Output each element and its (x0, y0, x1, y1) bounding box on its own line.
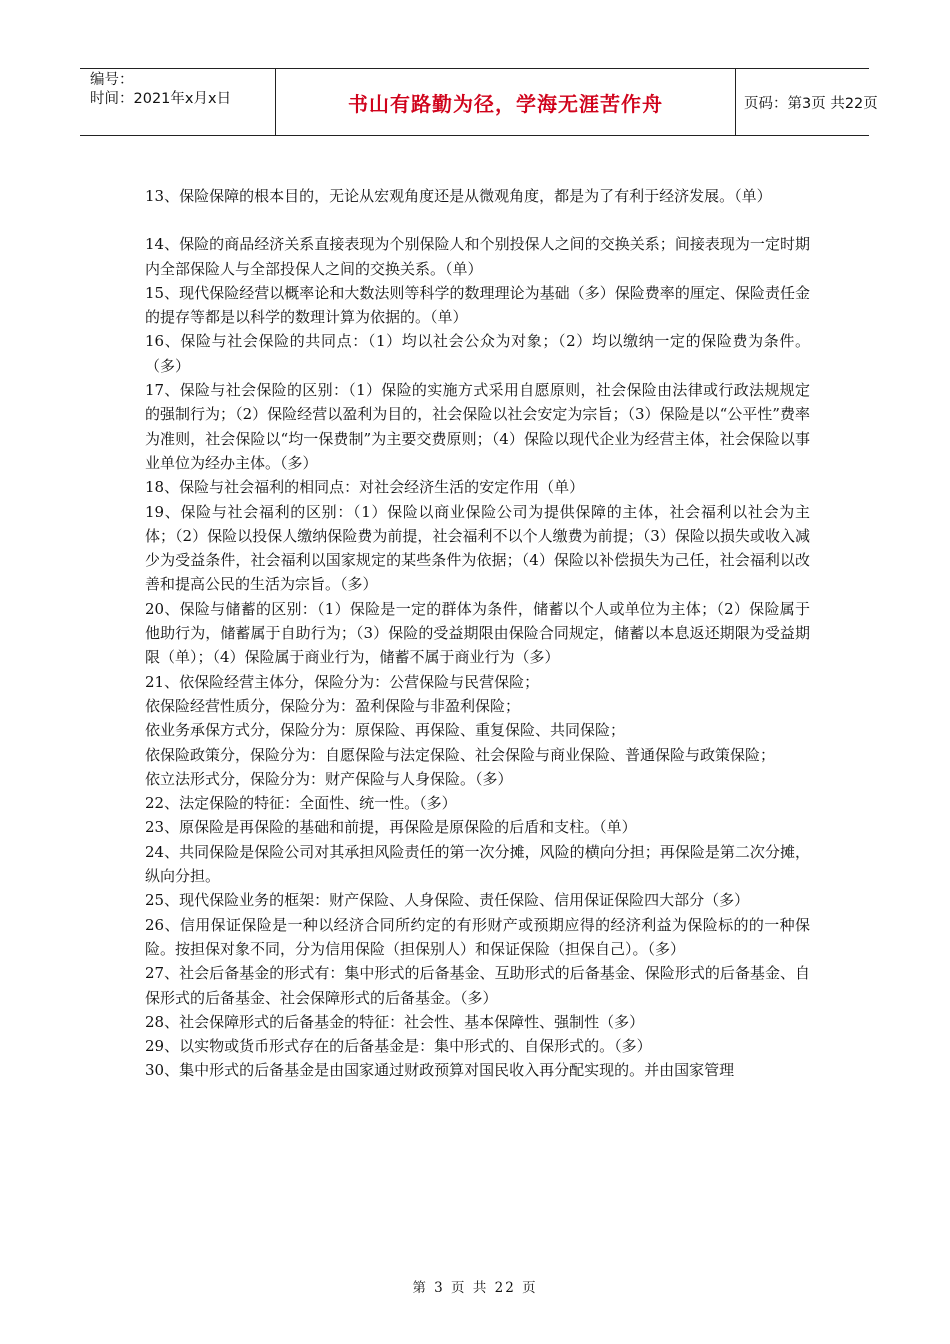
paragraph: 15、现代保险经营以概率论和大数法则等科学的数理理论为基础（多）保险费率的厘定、保险责任金的提存等都是以科学的数理计算为依据的。（单） (145, 283, 810, 327)
paragraph: 22、法定保险的特征：全面性、统一性。（多） (145, 794, 457, 813)
paragraph: 26、信用保证保险是一种以经济合同所约定的有形财产或预期应得的经济利益为保险标的的一种保险。按担保对象不同，分为信用保险（担保别人）和保证保险（担保自己）。（多） (145, 915, 810, 958)
paragraph: 23、原保险是再保险的基础和前提，再保险是原保险的后盾和支柱。（单） (145, 818, 637, 837)
header-motto: 书山有路勤为径，学海无涯苦作舟 (276, 69, 736, 135)
paragraph: 依立法形式分，保险分为：财产保险与人身保险。（多） (145, 769, 513, 788)
paragraph: 21、依保险经营主体分，保险分为：公营保险与民营保险； (145, 672, 540, 691)
paragraph: 20、保险与储蓄的区别：（1）保险是一定的群体为条件，储蓄以个人或单位为主体；（2）保险属于他助行为，储蓄属于自助行为；（3）保险的受益期限由保险合同规定，储蓄以本息返还期限为受益期限（单）；（4）保险属于商业行为，储蓄不属于商业行为（多） (145, 599, 810, 667)
header-page-info: 页码：第3页 共22页 (744, 95, 878, 112)
document-header (80, 68, 878, 136)
paragraph: 13、保险保障的根本目的，无论从宏观角度还是从微观角度，都是为了有利于经济发展。（单） (145, 187, 772, 205)
paragraph: 依保险经营性质分，保险分为：盈利保险与非盈利保险； (145, 696, 521, 715)
page-footer: 第 3 页 共 22 页 (412, 1280, 538, 1296)
paragraph: 25、现代保险业务的框架：财产保险、人身保险、责任保险、信用保证保险四大部分（多） (145, 891, 750, 910)
paragraph: 30、集中形式的后备基金是由国家通过财政预算对国民收入再分配实现的。并由国家管理 (145, 1061, 735, 1080)
paragraph: 29、以实物或货币形式存在的后备基金是：集中形式的、自保形式的。（多） (145, 1037, 652, 1056)
paragraph: 依保险政策分，保险分为：自愿保险与法定保险、社会保险与商业保险、普通保险与政策保险； (145, 745, 776, 764)
paragraph: 依业务承保方式分，保险分为：原保险、再保险、重复保险、共同保险； (145, 721, 626, 740)
paragraph: 27、社会后备基金的形式有：集中形式的后备基金、互助形式的后备基金、保险形式的后备基金、自保形式的后备基金、社会保障形式的后备基金。（多） (145, 964, 810, 1007)
paragraph: 17、保险与社会保险的区别：（1）保险的实施方式采用自愿原则，社会保险由法律或行政法规规定的强制行为；（2）保险经营以盈利为目的，社会保险以社会安定为宗旨；（3）保险是以“公平性”费率为准则，社会保险以“均一保费制”为主要交费原则；（4）保险以现代企业为经营主体，社会保险以事业单位为经办主体。（多） (145, 381, 810, 472)
paragraph: 16、保险与社会保险的共同点：（1）均以社会公众为对象；（2）均以缴纳一定的保险费为条件。（多） (145, 332, 810, 375)
paragraph: 18、保险与社会福利的相同点：对社会经济生活的安定作用（单） (145, 478, 585, 497)
paragraph: 24、共同保险是保险公司对其承担风险责任的第一次分摊，风险的横向分担；再保险是第二次分摊，纵向分担。 (145, 842, 810, 886)
paragraph: 28、社会保障形式的后备基金的特征：社会性、基本保障性、强制性（多） (145, 1012, 645, 1031)
header-meta (80, 69, 276, 135)
number-label: 编号： (90, 72, 134, 88)
time-label: 时间：2021年x月x日 (90, 91, 232, 107)
paragraph: 19、保险与社会福利的区别：（1）保险以商业保险公司为提供保障的主体，社会福利以社会为主体；（2）保险以投保人缴纳保险费为前提，社会福利不以个人缴费为前提；（3）保险以损失或收入减少为受益条件，社会福利以国家规定的某些条件为依据；（4）保险以补偿损失为己任，社会福利以改善和提高公民的生活为宗旨。（多） (145, 502, 810, 594)
document-body (145, 184, 810, 1083)
paragraph: 14、保险的商品经济关系直接表现为个别保险人和个别投保人之间的交换关系；间接表现为一定时期内全部保险人与全部投保人之间的交换关系。（单） (145, 235, 810, 278)
